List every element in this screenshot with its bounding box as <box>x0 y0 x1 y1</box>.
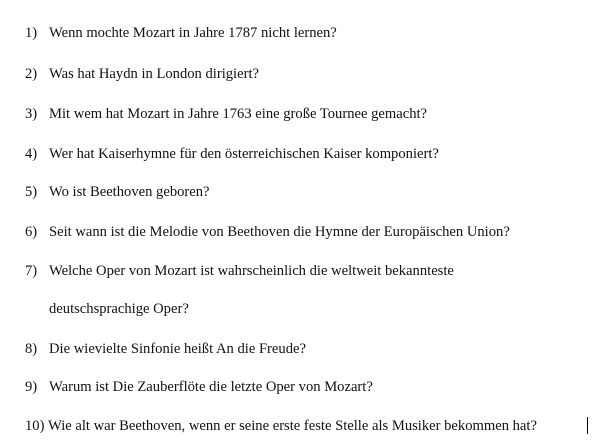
question-text-continued: deutschsprachige Oper? <box>49 301 189 317</box>
question-text: Wenn mochte Mozart in Jahre 1787 nicht lernen? <box>49 25 337 41</box>
question-text: Wie alt war Beethoven, wenn er seine erste feste Stelle als Musiker bekommen hat? <box>48 418 537 434</box>
question-text: Warum ist Die Zauberflöte die letzte Oper von Mozart? <box>49 379 373 395</box>
question-number: 10) <box>25 418 45 434</box>
question-text: Seit wann ist die Melodie von Beethoven die Hymne der Europäischen Union? <box>49 224 510 240</box>
question-text: Wo ist Beethoven geboren? <box>49 184 210 200</box>
question-text: Was hat Haydn in London dirigiert? <box>49 66 259 82</box>
question-text: Wer hat Kaiserhymne für den österreichischen Kaiser komponiert? <box>49 146 439 162</box>
question-text: Mit wem hat Mozart in Jahre 1763 eine große Tournee gemacht? <box>49 106 428 122</box>
question-number: 5) <box>25 184 38 200</box>
question-text: Welche Oper von Mozart ist wahrscheinlich die weltweit bekannteste <box>49 263 454 279</box>
question-number: 9) <box>25 379 38 395</box>
question-number: 4) <box>25 146 38 162</box>
question-number: 7) <box>25 263 38 279</box>
question-number: 6) <box>25 224 38 240</box>
question-number: 3) <box>25 106 38 122</box>
question-number: 8) <box>25 341 38 357</box>
question-number: 1) <box>25 25 38 41</box>
question-text: Die wievielte Sinfonie heißt An die Freude? <box>49 341 306 357</box>
question-number: 2) <box>25 66 38 82</box>
text-cursor <box>587 417 588 434</box>
